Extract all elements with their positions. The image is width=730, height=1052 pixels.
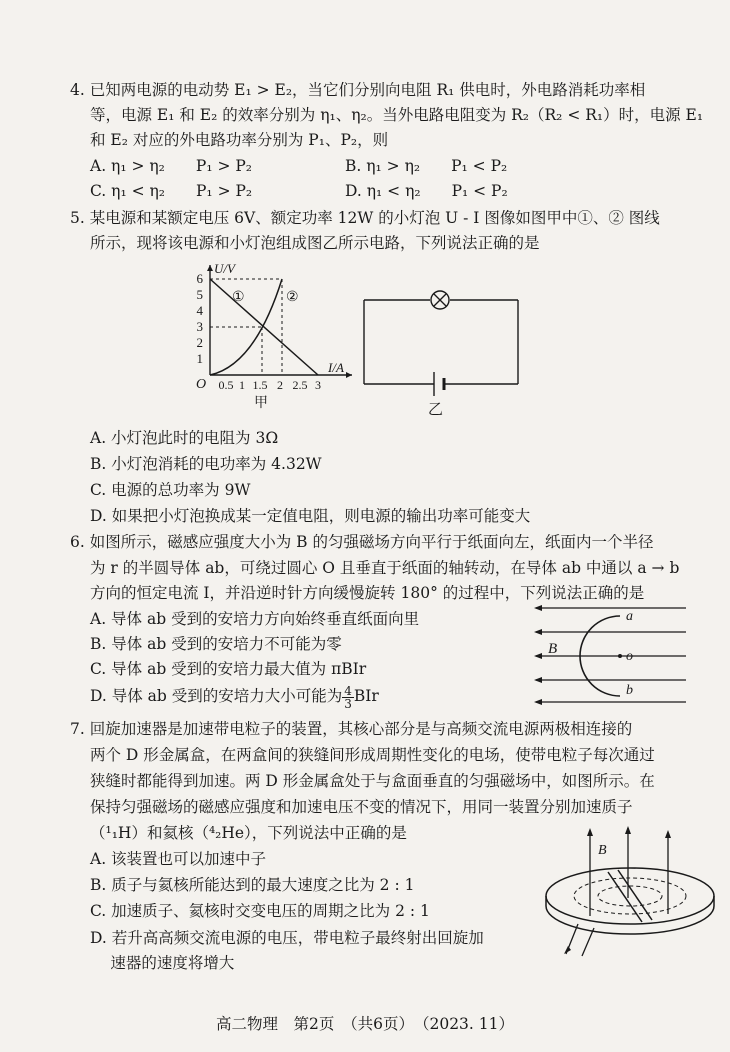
q7-option-a[interactable]: A. 该装置也可以加速中子: [90, 850, 267, 868]
q4-line-2: 等，电源 E₁ 和 E₂ 的效率分别为 η₁、η₂。当外电路电阻变为 R₂（R₂ < R₁）时，电源 E₁: [90, 106, 704, 124]
q7-line-1: 7. 回旋加速器是加速带电粒子的装置，其核心部分是与高频交流电源两极相连接的: [70, 720, 633, 738]
circuit-caption-yi: 乙: [428, 402, 444, 418]
q4-option-c[interactable]: C. η₁ < η₂ P₁ > P₂: [90, 182, 253, 200]
center-o: o: [626, 649, 633, 664]
y-tick: 3: [196, 319, 203, 334]
q7-option-c[interactable]: C. 加速质子、氦核时交变电压的周期之比为 2 : 1: [90, 902, 430, 920]
q7-option-d[interactable]: D. 若升高高频交流电源的电压，带电粒子最终射出回旋加: [90, 929, 484, 947]
x-tick: 2: [277, 378, 283, 392]
q6-option-d-prefix: D. 导体 ab 受到的安培力大小可能为: [90, 687, 343, 705]
curve-2-label: ②: [286, 290, 299, 305]
y-axis-label: U/V: [214, 261, 235, 276]
q6-figure: [530, 598, 690, 708]
curve-1-label: ①: [232, 290, 245, 305]
q5-circuit-yi: [360, 288, 530, 418]
q6-line-3: 方向的恒定电流 I，并沿逆时针方向缓慢旋转 180° 的过程中，下列说法正确的是: [90, 584, 645, 602]
magnetic-field-label-b: B: [598, 843, 607, 858]
field-label-b: B: [548, 641, 558, 657]
page-footer: 高二物理 第2页 （共6页） （2023. 11）: [216, 1015, 514, 1033]
q4-option-b[interactable]: B. η₁ > η₂ P₁ < P₂: [345, 157, 508, 175]
x-tick: 1.5: [252, 378, 268, 392]
q7-cyclotron-figure: [538, 826, 718, 958]
x-axis-label: I/A: [328, 360, 344, 375]
curve-1-source: [210, 279, 318, 375]
q7-line-5: （¹₁H）和氦核（⁴₂He），下列说法中正确的是: [90, 824, 407, 842]
q5-line-1: 5. 某电源和某额定电压 6V、额定功率 12W 的小灯泡 U - I 图像如图甲中①、② 图线: [70, 209, 660, 227]
graph-caption-jia: 甲: [254, 396, 268, 411]
q6-line-2: 为 r 的半圆导体 ab，可绕过圆心 O 且垂直于纸面的轴转动，在导体 ab 中通以 a → b: [90, 559, 680, 577]
battery-icon: [434, 372, 444, 396]
y-tick: 6: [196, 271, 203, 286]
q5-option-a[interactable]: A. 小灯泡此时的电阻为 3Ω: [90, 429, 279, 447]
point-a: a: [626, 609, 633, 624]
x-tick: 3: [315, 378, 321, 392]
lamp-icon: [431, 291, 449, 309]
x-tick: 2.5: [292, 378, 308, 392]
q7-line-3: 狭缝时都能得到加速。两 D 形金属盒处于与盒面垂直的匀强磁场中，如图所示。在: [90, 772, 655, 790]
q4-line-1: 4. 已知两电源的电动势 E₁ > E₂，当它们分别向电阻 R₁ 供电时，外电路消耗功率相: [70, 81, 646, 99]
q5-option-b[interactable]: B. 小灯泡消耗的电功率为 4.32W: [90, 455, 322, 473]
y-tick: 5: [196, 287, 203, 302]
point-b: b: [626, 683, 633, 698]
fraction: $\frac{4}{3}$: [344, 683, 352, 711]
origin-label: O: [196, 377, 207, 392]
q7-option-b[interactable]: B. 质子与氦核所能达到的最大速度之比为 2 : 1: [90, 876, 415, 894]
q5-option-d[interactable]: D. 如果把小灯泡换成某一定值电阻，则电源的输出功率可能变大: [90, 507, 531, 525]
q7-line-4: 保持匀强磁场的磁感应强度和加速电压不变的情况下，用同一装置分别加速质子: [90, 798, 633, 816]
x-tick: 1: [239, 378, 245, 392]
q4-option-a[interactable]: A. η₁ > η₂ P₁ > P₂: [90, 157, 253, 175]
q6-line-1: 6. 如图所示，磁感应强度大小为 B 的匀强磁场方向平行于纸面向左，纸面内一个半径: [70, 533, 654, 551]
q6-option-d[interactable]: [90, 684, 379, 710]
x-tick: 0.5: [218, 378, 234, 392]
q7-line-2: 两个 D 形金属盒，在两盒间的狭缝间形成周期性变化的电场，使带电粒子每次通过: [90, 746, 655, 764]
y-tick: 4: [196, 303, 203, 318]
q6-option-d-suffix: BIr: [353, 687, 379, 705]
q5-option-c[interactable]: C. 电源的总功率为 9W: [90, 481, 251, 499]
q4-line-3: 和 E₂ 对应的外电路功率分别为 P₁、P₂，则: [90, 131, 389, 149]
q5-line-2: 所示，现将该电源和小灯泡组成图乙所示电路，下列说法正确的是: [90, 234, 540, 252]
q6-option-a[interactable]: A. 导体 ab 受到的安培力方向始终垂直纸面向里: [90, 610, 420, 628]
y-tick: 1: [196, 351, 203, 366]
q4-option-d[interactable]: D. η₁ < η₂ P₁ < P₂: [345, 182, 508, 200]
y-tick: 2: [196, 335, 203, 350]
q6-option-c[interactable]: C. 导体 ab 受到的安培力最大值为 πBIr: [90, 660, 367, 678]
q7-option-d-continued: 速器的速度将增大: [90, 954, 235, 972]
q5-graph-jia: [170, 255, 360, 415]
q6-option-b[interactable]: B. 导体 ab 受到的安培力不可能为零: [90, 635, 342, 653]
